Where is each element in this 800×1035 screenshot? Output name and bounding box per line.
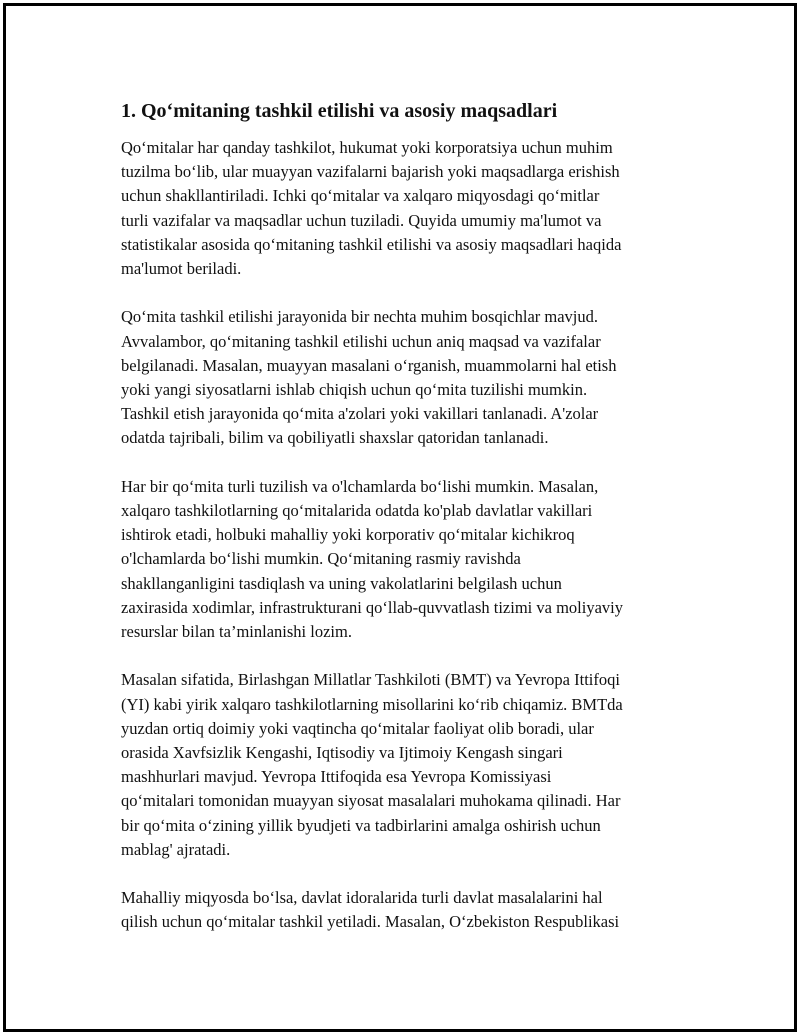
text-line: Har bir qo‘mita turli tuzilish va o'lchamlarda bo‘lishi mumkin. Masalan, [121,476,599,496]
text-line: Qo‘mitalar har qanday tashkilot, hukumat yoki korporatsiya uchun muhim [121,138,613,157]
text-line: (YI) kabi yirik xalqaro tashkilotlarning misollarini ko‘rib chiqamiz. BMTda [121,694,623,714]
text-line: xalqaro tashkilotlarning qo‘mitalarida odatda ko'plab davlatlar vakillari [121,501,593,521]
text-line: Avvalambor, qo‘mitaning tashkil etilishi uchun aniq maqsad va vazifalar [121,331,601,351]
text-line: orasida Xavfsizlik Kengashi, Iqtisodiy va Ijtimoiy Kengash singari [121,743,563,763]
document-body [121,98,701,959]
text-line: qo‘mitalari tomonidan muayyan siyosat masalalari muhokama qilinadi. Har [121,791,621,811]
text-line: ishtirok etadi, holbuki mahalliy yoki korporativ qo‘mitalar kichikroq [121,525,575,545]
text-line: belgilanadi. Masalan, muayyan masalani o‘rganish, muammolarni hal etish [121,355,617,375]
text-line: qilish uchun qo‘mitalar tashkil yetiladi. Masalan, O‘zbekiston Respublikasi [121,912,620,932]
text-line: turli vazifalar va maqsadlar uchun tuziladi. Quyida umumiy ma'lumot va [121,210,602,230]
paragraph-3 [121,475,701,644]
paragraph-2 [121,305,701,450]
text-line: zaxirasida xodimlar, infrastrukturani qo‘llab-quvvatlash tizimi va moliyaviy [121,597,623,617]
text-line: shakllanganligini tasdiqlash va uning vakolatlarini belgilash uchun [121,573,562,593]
text-line: mablag' ajratadi. [121,839,231,859]
text-line: uchun shakllantiriladi. Ichki qo‘mitalar va xalqaro miqyosdagi qo‘mitlar [121,186,600,206]
text-line: Masalan sifatida, Birlashgan Millatlar Tashkiloti (BMT) va Yevropa Ittifoqi [121,670,620,690]
text-line: Tashkil etish jarayonida qo‘mita a'zolari yoki vakillari tanlanadi. A'zolar [121,404,599,424]
text-line: ma'lumot beriladi. [121,259,242,279]
text-line: mashhurlari mavjud. Yevropa Ittifoqida esa Yevropa Komissiyasi [121,767,552,787]
paragraph-5 [121,886,701,934]
text-line: yuzdan ortiq doimiy yoki vaqtincha qo‘mitalar faoliyat olib boradi, ular [121,718,594,738]
text-line: Qo‘mita tashkil etilishi jarayonida bir nechta muhim bosqichlar mavjud. [121,307,599,327]
text-line: yoki yangi siyosatlarni ishlab chiqish uchun qo‘mita tuzilishi mumkin. [121,380,588,400]
text-line: statistikalar asosida qo‘mitaning tashkil etilishi va asosiy maqsadlari haqida [121,234,622,254]
page-frame [3,3,797,1032]
text-line: o'lchamlarda bo‘lishi mumkin. Qo‘mitaning rasmiy ravishda [121,549,521,569]
text-line: odatda tajribali, bilim va qobiliyatli shaxslar qatoridan tanlanadi. [121,428,549,448]
text-line: bir qo‘mita o‘zining yillik byudjeti va tadbirlarini amalga oshirish uchun [121,815,601,835]
paragraph-1 [121,136,701,281]
text-line: Mahalliy miqyosda bo‘lsa, davlat idoralarida turli davlat masalalarini hal [121,888,603,908]
paragraph-4 [121,668,701,862]
section-heading: 1. Qo‘mitaning tashkil etilishi va asosiy maqsadlari [121,100,558,122]
text-line: resurslar bilan ta’minlanishi lozim. [121,622,352,642]
text-line: tuzilma bo‘lib, ular muayyan vazifalarni bajarish yoki maqsadlarga erishish [121,162,620,182]
